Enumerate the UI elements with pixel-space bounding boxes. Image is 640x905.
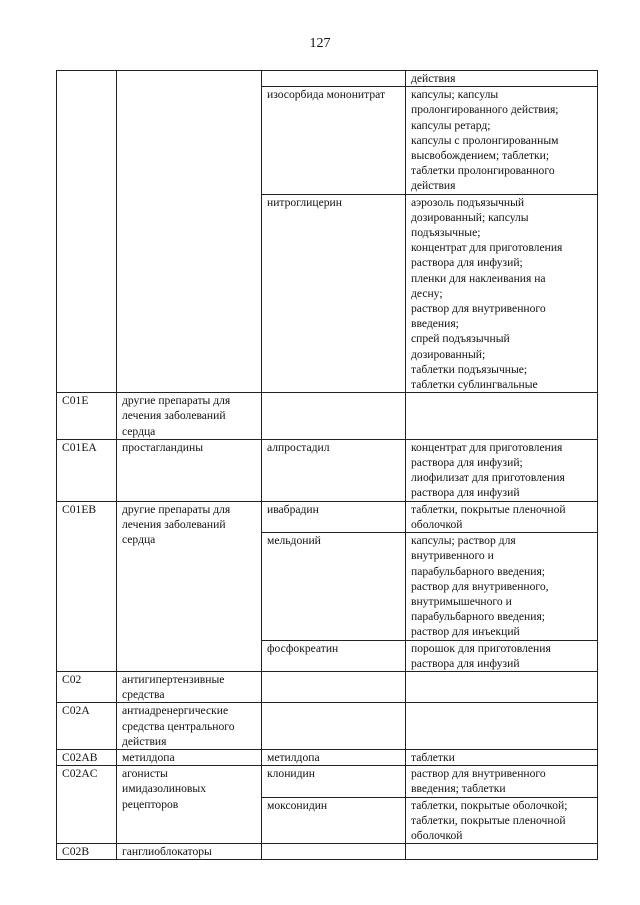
text-line: лиофилизат для приготовления: [411, 471, 565, 485]
dosage-form-cell: [406, 703, 598, 750]
atc-code: C01EA: [62, 440, 97, 454]
dosage-form-cell: [406, 671, 598, 702]
text-line: внутримышечного и: [411, 594, 512, 608]
text-line: капсулы; капсулы: [411, 88, 499, 102]
table-body: [57, 71, 598, 860]
table-row: [57, 844, 598, 860]
drug-name-cell: [262, 393, 406, 440]
text-line: другие препараты для: [122, 502, 231, 516]
text-line: сердца: [122, 533, 156, 547]
text-line: аэрозоль подъязычный: [411, 195, 525, 209]
drug-table: [56, 70, 598, 860]
dosage-form-cell: [406, 501, 598, 532]
text-line: ивабрадин: [267, 502, 319, 516]
drug-name-cell: [262, 439, 406, 501]
dosage-form-cell: [406, 640, 598, 671]
anatomical-therapeutic-group-cell: [117, 671, 262, 702]
atc-code: C02: [62, 672, 82, 686]
table-row: [57, 671, 598, 702]
drug-name-cell: [262, 640, 406, 671]
text-line: подъязычные;: [411, 226, 481, 240]
text-line: раствор для внутривенного: [411, 302, 546, 316]
dosage-form-cell: [406, 439, 598, 501]
dosage-form-cell: [406, 87, 598, 194]
drug-name-cell: [262, 797, 406, 844]
text-line: фосфокреатин: [267, 641, 339, 655]
text-line: высвобождением; таблетки;: [411, 149, 550, 163]
text-line: парабульбарного введения;: [411, 564, 545, 578]
text-line: средства центрального: [122, 719, 235, 733]
text-line: десну;: [411, 286, 443, 300]
text-line: порошок для приготовления: [411, 641, 551, 655]
text-line: раствор для инъекций: [411, 625, 520, 639]
text-line: действия: [122, 734, 167, 748]
drug-name-cell: [262, 71, 406, 87]
drug-name-cell: [262, 87, 406, 194]
text-line: моксонидин: [267, 798, 328, 812]
text-line: таблетки пролонгированного: [411, 164, 555, 178]
text-line: оболочкой: [411, 517, 463, 531]
dosage-form-cell: [406, 844, 598, 860]
text-line: метилдопа: [122, 750, 175, 764]
drug-name-cell: [262, 671, 406, 702]
text-line: мельдоний: [267, 534, 321, 548]
anatomical-therapeutic-group-cell: [117, 393, 262, 440]
text-line: пролонгированного действия;: [411, 103, 559, 117]
anatomical-therapeutic-group-cell: [117, 439, 262, 501]
anatomical-therapeutic-group-cell: [117, 844, 262, 860]
text-line: раствора для инфузий;: [411, 456, 523, 470]
text-line: раствора для инфузий: [411, 656, 520, 670]
text-line: нитроглицерин: [267, 195, 342, 209]
atc-code-cell: [57, 393, 117, 440]
text-line: простагландины: [122, 440, 203, 454]
drug-name-cell: [262, 844, 406, 860]
text-line: капсулы; раствор для: [411, 534, 516, 548]
text-line: другие препараты для: [122, 394, 231, 408]
text-line: внутривенного и: [411, 549, 494, 563]
text-line: оболочкой: [411, 828, 463, 842]
atc-code-cell: [57, 71, 117, 393]
text-line: таблетки сублингвальные: [411, 378, 538, 392]
text-line: метилдопа: [267, 750, 320, 764]
atc-code: C01EB: [62, 502, 97, 516]
text-line: раствора для инфузий;: [411, 256, 523, 270]
anatomical-therapeutic-group-cell: [117, 766, 262, 844]
drug-name-cell: [262, 533, 406, 640]
table-row: [57, 71, 598, 87]
text-line: концентрат для приготовления: [411, 440, 563, 454]
text-line: раствора для инфузий: [411, 486, 520, 500]
atc-code-cell: [57, 703, 117, 750]
drug-name-cell: [262, 703, 406, 750]
text-line: таблетки, покрытые пленочной: [411, 813, 566, 827]
atc-code: C01E: [62, 394, 89, 408]
text-line: дозированный; капсулы: [411, 210, 529, 224]
anatomical-therapeutic-group-cell: [117, 703, 262, 750]
table-row: [57, 749, 598, 765]
text-line: клонидин: [267, 767, 315, 781]
text-line: ганглиоблокаторы: [122, 845, 212, 859]
atc-code-cell: [57, 844, 117, 860]
text-line: спрей подъязычный: [411, 332, 510, 346]
atc-code-cell: [57, 671, 117, 702]
text-line: сердца: [122, 424, 156, 438]
atc-code-cell: [57, 766, 117, 844]
dosage-form-cell: [406, 194, 598, 393]
text-line: пленки для наклеивания на: [411, 271, 546, 285]
text-line: алпростадил: [267, 440, 330, 454]
text-line: дозированный;: [411, 347, 486, 361]
text-line: рецепторов: [122, 797, 179, 811]
text-line: концентрат для приготовления: [411, 241, 563, 255]
text-line: раствор для внутривенного,: [411, 579, 549, 593]
anatomical-therapeutic-group-cell: [117, 71, 262, 393]
table-row: [57, 393, 598, 440]
atc-code-cell: [57, 501, 117, 671]
text-line: действия: [411, 72, 456, 85]
dosage-form-cell: [406, 533, 598, 640]
atc-code: C02AB: [62, 750, 98, 764]
text-line: имидазолиновых: [122, 782, 206, 796]
dosage-form-cell: [406, 749, 598, 765]
dosage-form-cell: [406, 393, 598, 440]
drug-name-cell: [262, 501, 406, 532]
text-line: капсулы ретард;: [411, 118, 491, 132]
atc-code: C02B: [62, 845, 90, 859]
atc-code: C02AC: [62, 767, 98, 781]
text-line: средства: [122, 688, 165, 702]
text-line: парабульбарного введения;: [411, 610, 545, 624]
text-line: таблетки: [411, 750, 455, 764]
text-line: антигипертензивные: [122, 672, 225, 686]
atc-code-cell: [57, 439, 117, 501]
text-line: лечения заболеваний: [122, 517, 226, 531]
text-line: таблетки, покрытые оболочкой;: [411, 798, 568, 812]
text-line: раствор для внутривенного: [411, 767, 546, 781]
anatomical-therapeutic-group-cell: [117, 749, 262, 765]
text-line: введения;: [411, 317, 459, 331]
drug-name-cell: [262, 766, 406, 797]
atc-code: C02A: [62, 704, 90, 718]
text-line: таблетки подъязычные;: [411, 362, 528, 376]
table-row: [57, 501, 598, 532]
text-line: действия: [411, 179, 456, 193]
table-row: [57, 703, 598, 750]
atc-code-cell: [57, 749, 117, 765]
text-line: агонисты: [122, 767, 168, 781]
page-number: 127: [309, 36, 331, 51]
text-line: капсулы с пролонгированным: [411, 133, 559, 147]
text-line: таблетки, покрытые пленочной: [411, 502, 566, 516]
drug-name-cell: [262, 749, 406, 765]
drug-name-cell: [262, 194, 406, 393]
dosage-form-cell: [406, 766, 598, 797]
text-line: изосорбида мононитрат: [267, 88, 386, 102]
dosage-form-cell: [406, 71, 598, 87]
text-line: лечения заболеваний: [122, 409, 226, 423]
dosage-form-cell: [406, 797, 598, 844]
text-line: введения; таблетки: [411, 782, 506, 796]
table-row: [57, 439, 598, 501]
table-row: [57, 766, 598, 797]
text-line: антиадренергические: [122, 704, 229, 718]
anatomical-therapeutic-group-cell: [117, 501, 262, 671]
